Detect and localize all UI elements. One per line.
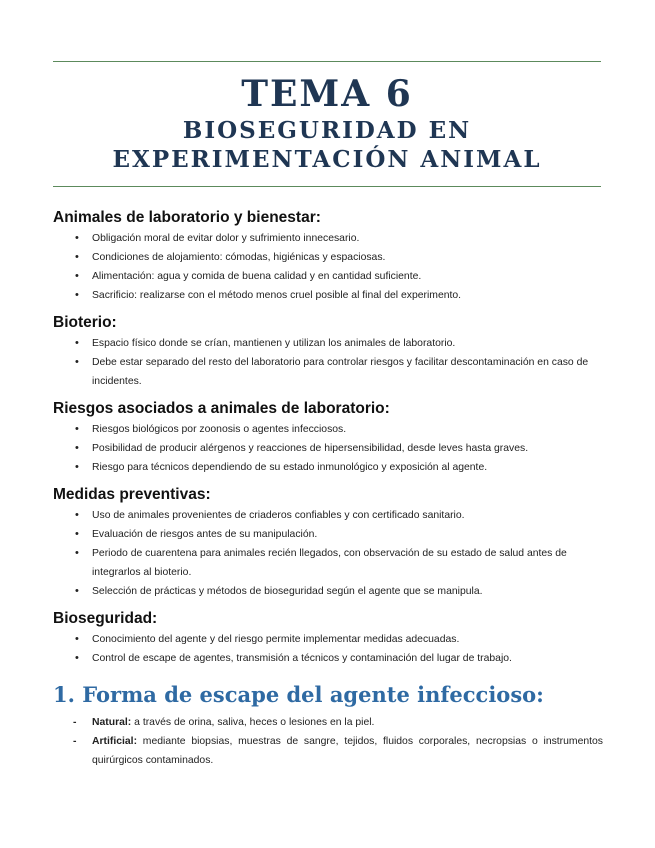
- section-heading: Animales de laboratorio y bienestar:: [53, 209, 321, 226]
- term-text: mediante biopsias, muestras de sangre, tejidos, fluidos corporales, necropsias o instrumentos quirúrgicos contaminados.: [92, 736, 603, 766]
- section-heading: Bioterio:: [53, 314, 117, 331]
- list-item: • Periodo de cuarentena para animales recién llegados, con observación de su estado de salud antes de integrarlos al bioterio.: [53, 544, 603, 582]
- top-divider: [53, 61, 601, 62]
- page-subtitle-line-2: EXPERIMENTACIÓN ANIMAL: [112, 146, 542, 173]
- bullet-list: [53, 229, 603, 305]
- section-animal-welfare: [53, 208, 603, 305]
- bullet-list: [53, 420, 603, 477]
- section-preventive-measures: [53, 485, 603, 601]
- list-item: • Debe estar separado del resto del laboratorio para controlar riesgos y facilitar descontaminación en caso de incidentes.: [53, 353, 603, 391]
- list-item: • Espacio físico donde se crían, mantienen y utilizan los animales de laboratorio.: [53, 334, 603, 353]
- section-heading: Medidas preventivas:: [53, 486, 211, 503]
- document-body: [53, 208, 603, 770]
- list-item: • Riesgo para técnicos dependiendo de su estado inmunológico y exposición al agente.: [53, 458, 603, 477]
- list-item: • Selección de prácticas y métodos de bioseguridad según el agente que se manipula.: [53, 582, 603, 601]
- list-item: • Posibilidad de producir alérgenos y reacciones de hipersensibilidad, desde leves hasta graves.: [53, 439, 603, 458]
- list-item: [53, 732, 603, 770]
- bullet-list: [53, 334, 603, 391]
- bottom-divider: [53, 186, 601, 187]
- term-label: Natural:: [92, 717, 132, 728]
- page-subtitle-line-1: BIOSEGURIDAD EN: [182, 117, 472, 144]
- list-item: • Obligación moral de evitar dolor y sufrimiento innecesario.: [53, 229, 603, 248]
- page-title: TEMA 6: [241, 73, 413, 115]
- term-label: Artificial:: [92, 736, 138, 747]
- list-item: • Condiciones de alojamiento: cómodas, higiénicas y espaciosas.: [53, 248, 603, 267]
- list-item: • Conocimiento del agente y del riesgo permite implementar medidas adecuadas.: [53, 630, 603, 649]
- term-text: a través de orina, saliva, heces o lesiones en la piel.: [131, 717, 375, 728]
- section-biosafety: [53, 609, 603, 668]
- section-heading: Bioseguridad:: [53, 610, 158, 627]
- bullet-list: [53, 506, 603, 601]
- list-item: • Control de escape de agentes, transmisión a técnicos y contaminación del lugar de trabajo.: [53, 649, 603, 668]
- section-heading: Riesgos asociados a animales de laboratorio:: [53, 400, 390, 417]
- list-item: • Riesgos biológicos por zoonosis o agentes infecciosos.: [53, 420, 603, 439]
- title-block: [53, 72, 601, 174]
- numbered-heading: 1. Forma de escape del agente infeccioso:: [53, 682, 544, 707]
- list-item: • Evaluación de riesgos antes de su manipulación.: [53, 525, 603, 544]
- dash-list: [53, 713, 603, 770]
- list-item: • Uso de animales provenientes de criaderos confiables y con certificado sanitario.: [53, 506, 603, 525]
- section-risks: [53, 399, 603, 477]
- list-item: [53, 713, 603, 732]
- list-item: • Sacrificio: realizarse con el método menos cruel posible al final del experimento.: [53, 286, 603, 305]
- bullet-list: [53, 630, 603, 668]
- section-bioterio: [53, 313, 603, 391]
- list-item: • Alimentación: agua y comida de buena calidad y en cantidad suficiente.: [53, 267, 603, 286]
